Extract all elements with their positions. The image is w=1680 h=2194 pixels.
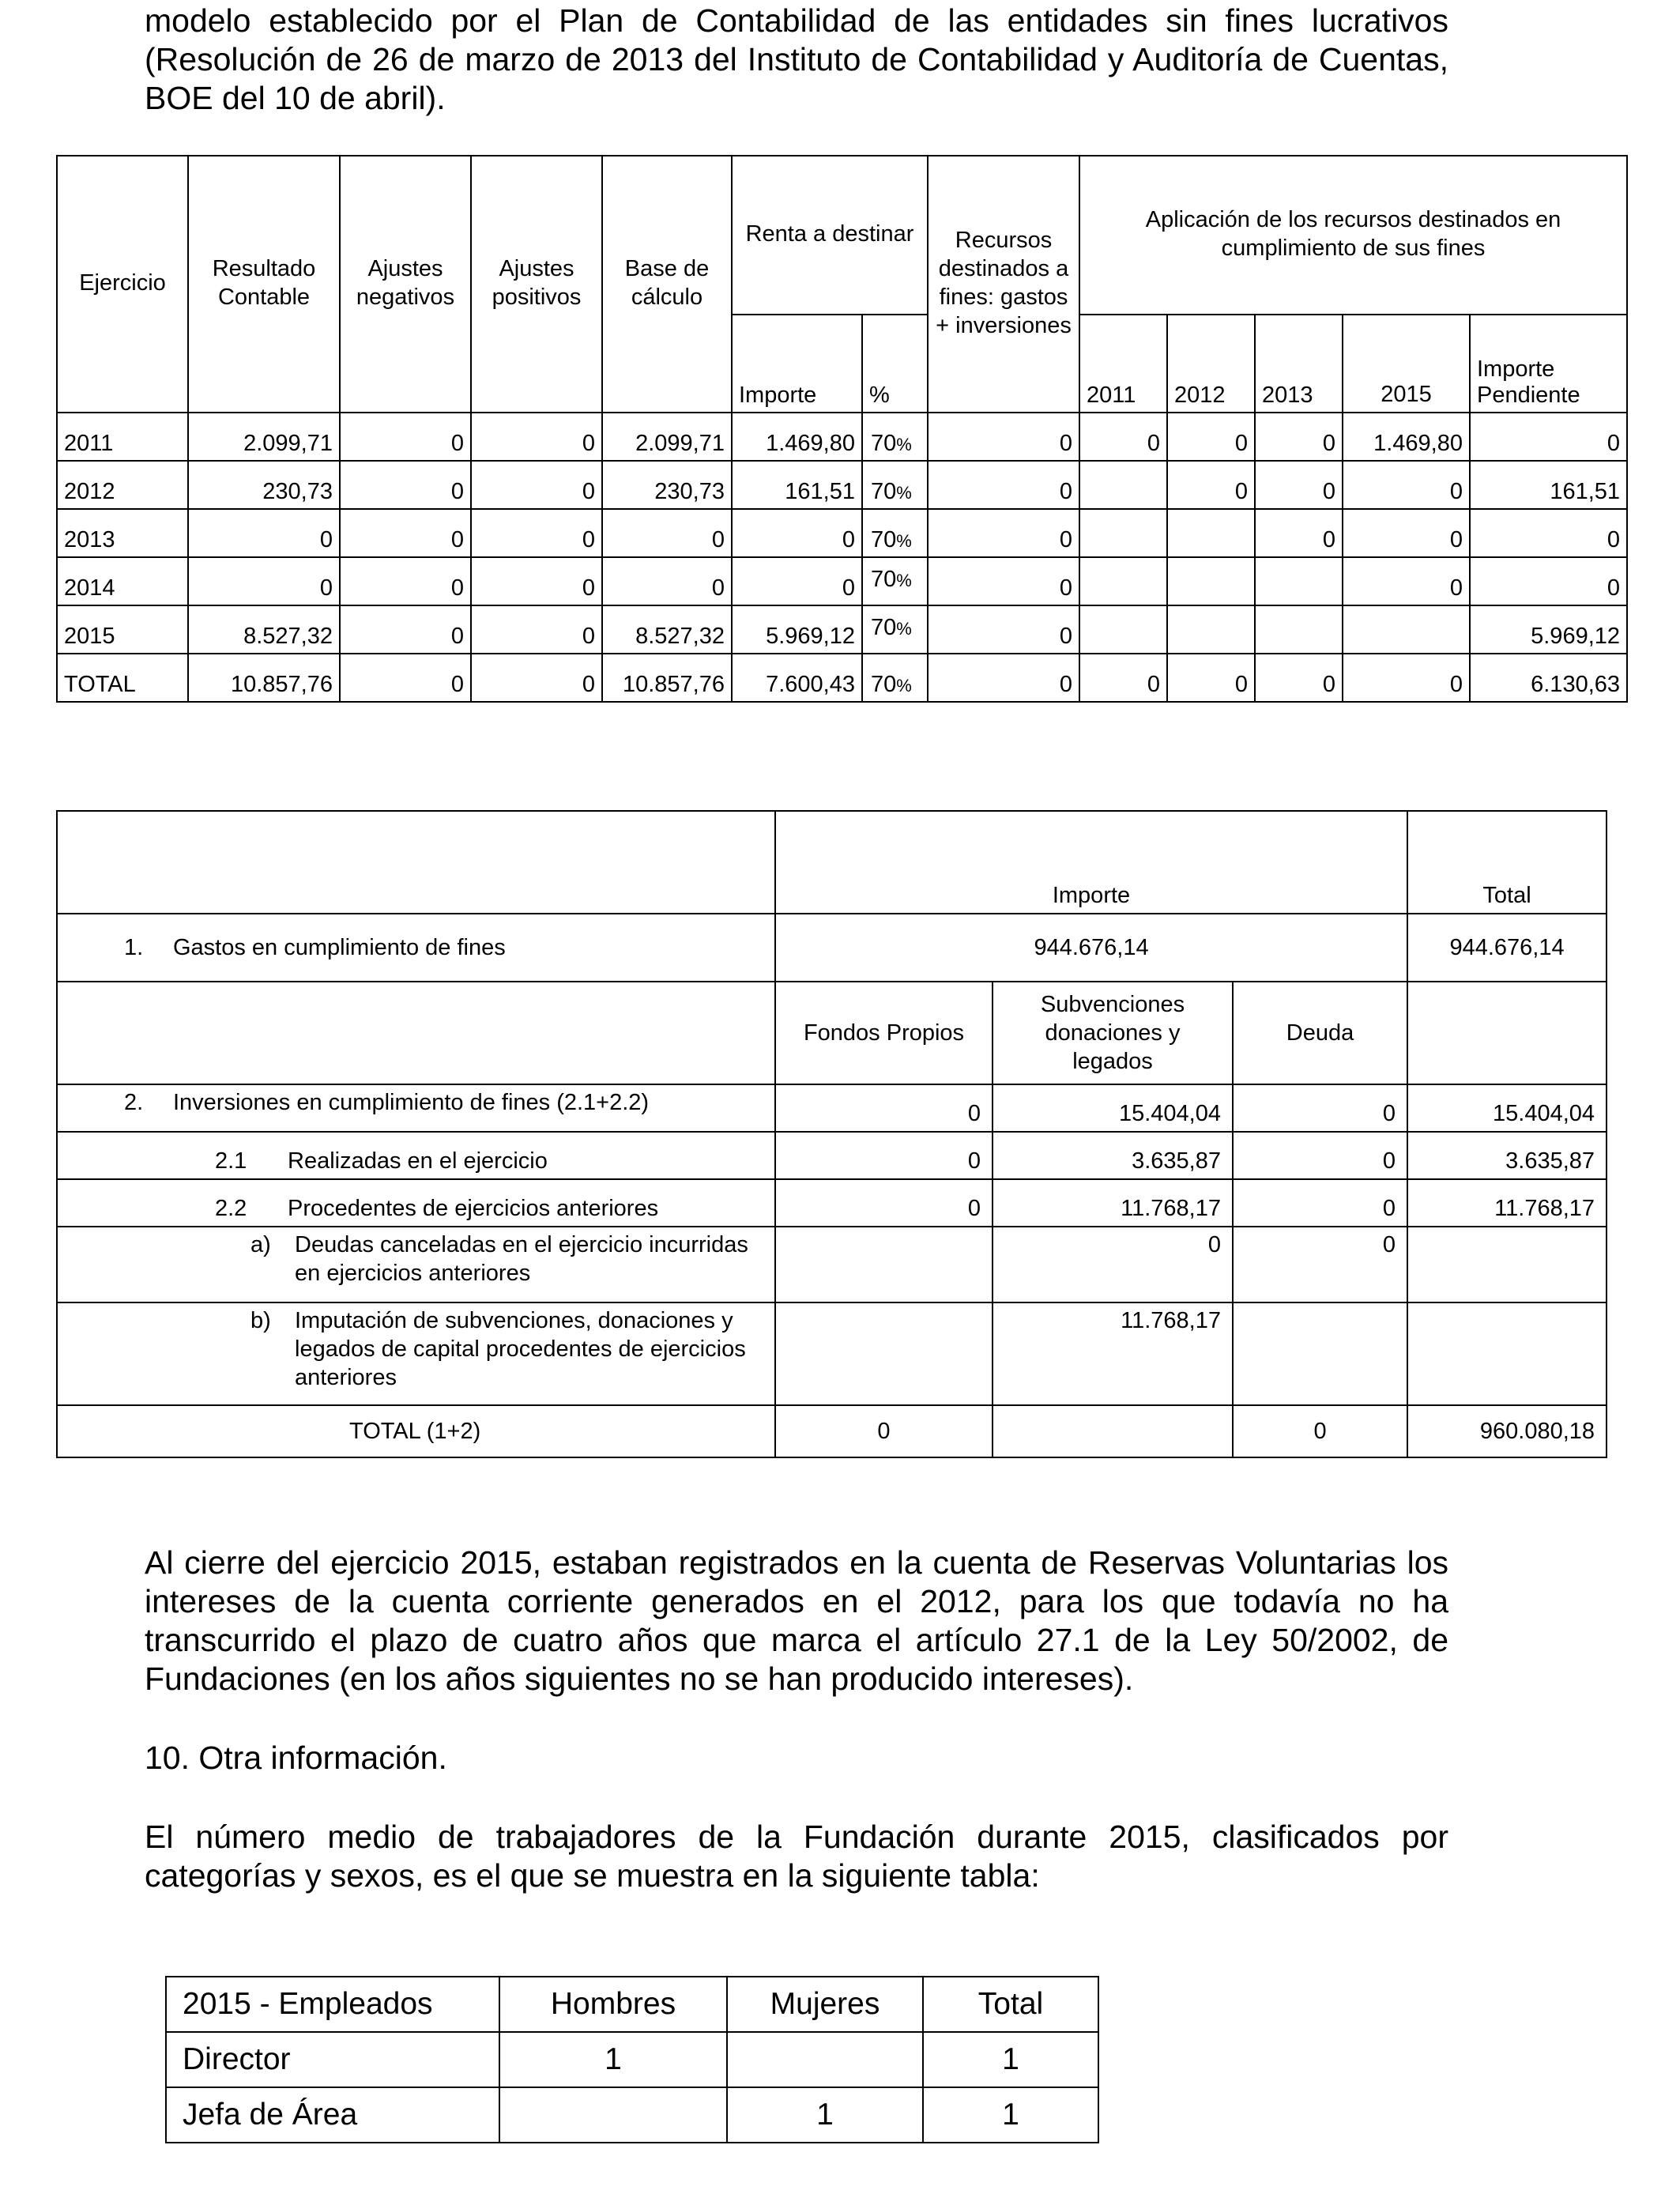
cell: 0 (1343, 654, 1470, 702)
cell: 161,51 (1470, 461, 1627, 509)
cell (499, 2087, 727, 2143)
gastos-importe: 944.676,14 (775, 914, 1407, 982)
cell: 3.635,87 (993, 1132, 1233, 1179)
header-ajustes-positivos: Ajustes positivos (471, 156, 602, 413)
row-year: 2014 (57, 557, 188, 605)
percent-sign: % (896, 571, 912, 590)
cell: 0 (993, 1227, 1233, 1302)
cell: 0 (1343, 509, 1470, 557)
header-recursos-destinados: Recursos destinados a fines: gastos + inversiones (928, 156, 1079, 413)
reservas-paragraph: Al cierre del ejercicio 2015, estaban registrados en la cuenta de Reservas Voluntarias los intereses de la cuenta corriente generados en el 2012, para los que todavía no ha transcurrido el plazo de cuatro años que marca el artículo 27.1 de la Ley 50/2002, de Fundaciones (en los años siguientes no se han producido intereses). (145, 1544, 1448, 1697)
cell: 0 (1167, 461, 1255, 509)
percent-sign: % (896, 676, 912, 696)
percent-value: 70 (871, 479, 897, 504)
cell: 0 (1233, 1227, 1407, 1302)
cell: 0 (775, 1179, 993, 1227)
cell-empty (775, 1302, 993, 1405)
row-gastos-label (57, 914, 775, 982)
header-blank (57, 811, 775, 914)
cell: 0 (602, 509, 732, 557)
cell: 11.768,17 (993, 1179, 1233, 1227)
cell: 0 (1255, 413, 1343, 461)
intro-paragraph: modelo establecido por el Plan de Contabilidad de las entidades sin fines lucrativos (Resolución de 26 de marzo de 2013 del Instituto de Contabilidad y Auditoría de Cuentas, BOE del 10 de abril). (145, 2, 1448, 116)
cell: 0 (1343, 461, 1470, 509)
cell-empty (775, 1227, 993, 1302)
row-year: 2015 (57, 605, 188, 654)
row-imputacion-label (57, 1302, 775, 1405)
percent-value: 70 (871, 527, 897, 552)
cell-empty (1233, 1302, 1407, 1405)
row-year: 2012 (57, 461, 188, 509)
header-importe: Importe (775, 811, 1407, 914)
row-number: 2.1 (215, 1148, 247, 1174)
header-importe-pendiente: Importe Pendiente (1470, 315, 1627, 413)
cell: 0 (1255, 509, 1343, 557)
cell: 161,51 (732, 461, 862, 509)
cell: 10.857,76 (188, 654, 340, 702)
table-row (166, 2032, 1098, 2087)
subheader-total-blank (1407, 982, 1607, 1084)
cell: 0 (602, 557, 732, 605)
cell: 0 (471, 654, 602, 702)
percent-cell (862, 557, 928, 605)
cell: 0 (1470, 509, 1627, 557)
percent-cell (862, 509, 928, 557)
header-total: Total (1407, 811, 1607, 914)
cell: 0 (775, 1132, 993, 1179)
table-row (57, 509, 1627, 557)
cell: 0 (928, 509, 1079, 557)
cell: 0 (775, 1405, 993, 1457)
cell: 0 (340, 413, 471, 461)
cell: Jefa de Área (166, 2087, 499, 2143)
cell: 0 (188, 557, 340, 605)
row-deudas-label (57, 1227, 775, 1302)
cell: 11.768,17 (993, 1302, 1233, 1405)
table-row (57, 557, 1627, 605)
renta-destinar-table (56, 155, 1628, 703)
cell: 0 (1079, 654, 1167, 702)
cell (1167, 509, 1255, 557)
header-base-calculo: Base de cálculo (602, 156, 732, 413)
cell: 1 (923, 2087, 1098, 2143)
table-row (57, 605, 1627, 654)
cell: 1.469,80 (732, 413, 862, 461)
header-deuda: Deuda (1233, 982, 1407, 1084)
cell: 0 (471, 461, 602, 509)
cell (1167, 557, 1255, 605)
cell: 0 (340, 509, 471, 557)
subheader-blank (57, 982, 775, 1084)
cell: 5.969,12 (732, 605, 862, 654)
header-subvenciones: Subvenciones donaciones y legados (993, 982, 1233, 1084)
cell: 0 (1343, 557, 1470, 605)
cell: 230,73 (188, 461, 340, 509)
cell: 0 (340, 654, 471, 702)
cell: 15.404,04 (993, 1084, 1233, 1132)
cell (727, 2032, 923, 2087)
cell: 0 (1470, 557, 1627, 605)
cell: 0 (471, 557, 602, 605)
cell: 0 (471, 605, 602, 654)
cell (1343, 605, 1470, 654)
row-inversiones-label (57, 1084, 775, 1132)
empleados-table (165, 1976, 1099, 2143)
cell: 0 (1233, 1132, 1407, 1179)
header-importe: Importe (732, 315, 862, 413)
cell: 0 (340, 605, 471, 654)
cell: 0 (928, 605, 1079, 654)
header-aplicacion-recursos: Aplicación de los recursos destinados en cumplimiento de sus fines (1079, 156, 1627, 315)
row-procedentes-label (57, 1179, 775, 1227)
cell: 1 (499, 2032, 727, 2087)
row-letter: b) (250, 1308, 271, 1333)
row-number: 1. (124, 935, 144, 960)
cell: 1.469,80 (1343, 413, 1470, 461)
gastos-total: 944.676,14 (1407, 914, 1607, 982)
row-text: Gastos en cumplimiento de fines (173, 935, 506, 960)
row-total-label (57, 1405, 775, 1457)
cell: 2.099,71 (602, 413, 732, 461)
cell: 11.768,17 (1407, 1179, 1607, 1227)
table-row (166, 2087, 1098, 2143)
cell-empty (1407, 1302, 1607, 1405)
header-ajustes-negativos: Ajustes negativos (340, 156, 471, 413)
table-row (57, 654, 1627, 702)
header-percent: % (862, 315, 928, 413)
cell: 0 (340, 557, 471, 605)
cell: 0 (928, 654, 1079, 702)
header-resultado-contable: Resultado Contable (188, 156, 340, 413)
trabajadores-paragraph: El número medio de trabajadores de la Fundación durante 2015, clasificados por categorías y sexos, es el que se muestra en la siguiente tabla: (145, 1819, 1448, 1894)
row-year: TOTAL (57, 654, 188, 702)
percent-sign: % (896, 483, 912, 503)
cell: 0 (1255, 461, 1343, 509)
header-total: Total (923, 1977, 1098, 2032)
row-text: Procedentes de ejercicios anteriores (288, 1196, 659, 1221)
cell: 1 (923, 2032, 1098, 2087)
gastos-inversiones-table (56, 810, 1607, 1458)
row-text: TOTAL (1+2) (349, 1419, 481, 1444)
percent-sign: % (896, 619, 912, 639)
header-renta-destinar: Renta a destinar (732, 156, 928, 315)
cell: 15.404,04 (1407, 1084, 1607, 1132)
percent-cell (862, 654, 928, 702)
cell (1255, 605, 1343, 654)
percent-cell (862, 413, 928, 461)
row-number: 2. (124, 1090, 144, 1115)
row-text: Deudas canceladas en el ejercicio incurridas en ejercicios anteriores (295, 1232, 748, 1286)
cell: 0 (732, 557, 862, 605)
table-row (57, 413, 1627, 461)
percent-sign: % (896, 435, 912, 454)
cell: 0 (1255, 654, 1343, 702)
cell (1167, 605, 1255, 654)
percent-cell (862, 605, 928, 654)
header-ejercicio: Ejercicio (57, 156, 188, 413)
cell: Director (166, 2032, 499, 2087)
cell (1079, 605, 1167, 654)
cell: 0 (188, 509, 340, 557)
percent-sign: % (896, 531, 912, 551)
cell: 0 (1079, 413, 1167, 461)
header-mujeres: Mujeres (727, 1977, 923, 2032)
cell: 0 (928, 557, 1079, 605)
cell: 8.527,32 (602, 605, 732, 654)
table-row (57, 461, 1627, 509)
cell: 0 (928, 461, 1079, 509)
cell: 0 (471, 509, 602, 557)
cell-empty (1407, 1227, 1607, 1302)
percent-value: 70 (871, 672, 897, 697)
cell: 0 (340, 461, 471, 509)
row-text: Imputación de subvenciones, donaciones y legados de capital procedentes de ejercicios anteriores (295, 1308, 746, 1390)
percent-value: 70 (871, 615, 897, 640)
percent-value: 70 (871, 431, 897, 456)
cell (1079, 461, 1167, 509)
cell: 8.527,32 (188, 605, 340, 654)
cell: 0 (1167, 413, 1255, 461)
row-text: Realizadas en el ejercicio (288, 1148, 548, 1174)
header-2012: 2012 (1167, 315, 1255, 413)
cell: 0 (732, 509, 862, 557)
cell: 0 (1167, 654, 1255, 702)
row-text: Inversiones en cumplimiento de fines (2.1+2.2) (173, 1090, 650, 1115)
cell: 5.969,12 (1470, 605, 1627, 654)
cell: 960.080,18 (1407, 1405, 1607, 1457)
row-year: 2013 (57, 509, 188, 557)
percent-cell (862, 461, 928, 509)
header-2011: 2011 (1079, 315, 1167, 413)
cell: 2.099,71 (188, 413, 340, 461)
cell: 0 (928, 413, 1079, 461)
cell: 0 (1233, 1084, 1407, 1132)
header-fondos-propios: Fondos Propios (775, 982, 993, 1084)
percent-value: 70 (871, 567, 897, 592)
row-realizadas-label (57, 1132, 775, 1179)
row-year: 2011 (57, 413, 188, 461)
cell: 7.600,43 (732, 654, 862, 702)
cell: 0 (775, 1084, 993, 1132)
cell (1255, 557, 1343, 605)
header-empleados: 2015 - Empleados (166, 1977, 499, 2032)
cell: 0 (1233, 1405, 1407, 1457)
cell: 6.130,63 (1470, 654, 1627, 702)
cell: 230,73 (602, 461, 732, 509)
cell: 0 (471, 413, 602, 461)
cell: 1 (727, 2087, 923, 2143)
row-number: 2.2 (215, 1196, 247, 1221)
cell: 3.635,87 (1407, 1132, 1607, 1179)
row-letter: a) (250, 1232, 271, 1257)
header-2013: 2013 (1255, 315, 1343, 413)
header-2015: 2015 (1343, 315, 1470, 413)
header-hombres: Hombres (499, 1977, 727, 2032)
section-heading: 10. Otra información. (145, 1740, 447, 1776)
cell-empty (993, 1405, 1233, 1457)
cell (1079, 509, 1167, 557)
cell: 10.857,76 (602, 654, 732, 702)
cell: 0 (1233, 1179, 1407, 1227)
cell: 0 (1470, 413, 1627, 461)
cell (1079, 557, 1167, 605)
